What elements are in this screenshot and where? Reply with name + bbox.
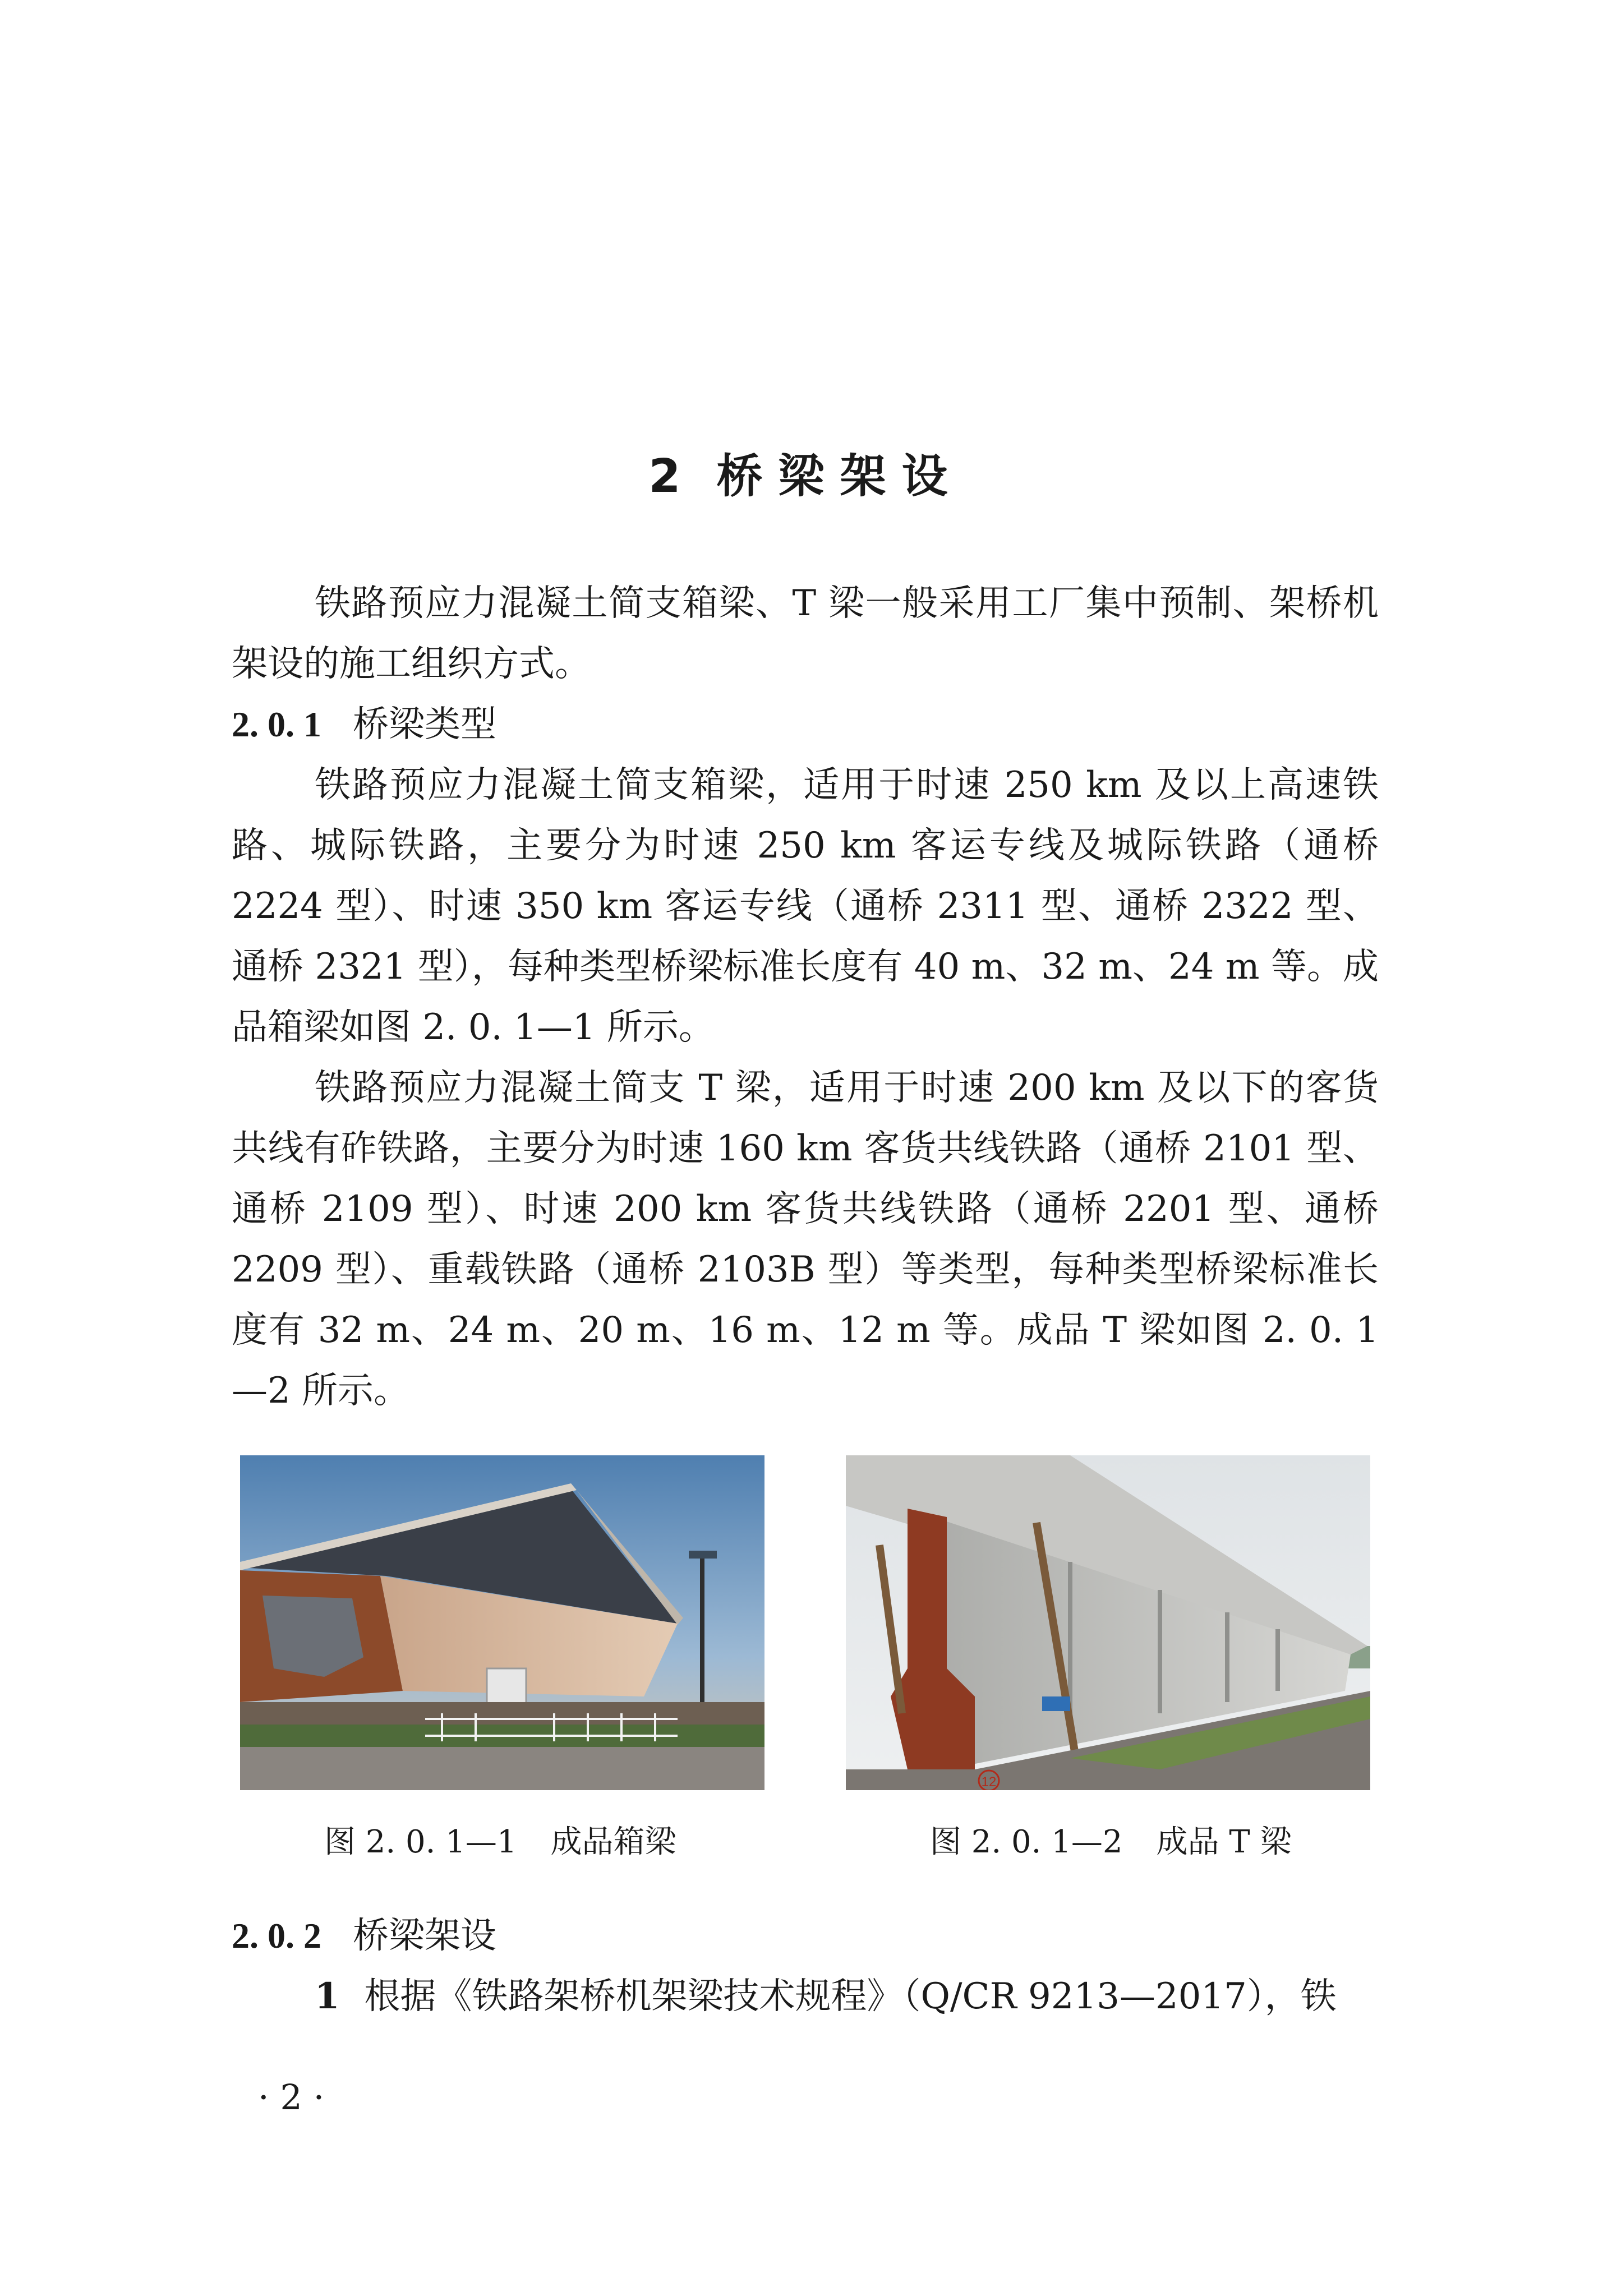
- section-title: 桥梁类型: [353, 704, 496, 744]
- chapter-title-text: 桥梁架设: [716, 450, 964, 503]
- item-text: 根据《铁路架桥机架梁技术规程》（Q/CR 9213—2017），铁: [364, 1976, 1337, 2017]
- figure-caption-2: [930, 1823, 1291, 1862]
- item-number: 1: [315, 1975, 340, 2017]
- section-title: 桥梁架设: [353, 1916, 496, 1956]
- figure-caption-1: [324, 1823, 676, 1862]
- figure-caption-text: 成品箱梁: [550, 1824, 676, 1860]
- chapter-number: 2: [648, 450, 697, 503]
- intro-paragraph: 铁路预应力混凝土简支箱梁、T 梁一般采用工厂集中预制、架桥机架设的施工组织方式。: [232, 583, 1379, 685]
- body-text-lower: [232, 1906, 1379, 2027]
- item-1: [232, 1966, 1379, 2027]
- photo-mark-12: 12: [981, 1774, 997, 1790]
- body-text-upper: [232, 573, 1379, 1421]
- chapter-title: [0, 449, 1612, 505]
- figure-number: 图 2. 0. 1—1: [324, 1824, 517, 1860]
- paragraph-box-girder: 铁路预应力混凝土简支箱梁，适用于时速 250 km 及以上高速铁路、城际铁路，主要分为时速 250 km 客运专线及城际铁路（通桥 2224 型）、时速 350 km 客运专线（通桥 2311 型、通桥 2322 型、通桥 2321 型），每种类型桥梁标准长度有 40 m、32 m、24 m 等。成品箱梁如图 2. 0. 1—1 所示。: [232, 764, 1379, 1048]
- section-heading-2-0-2: [232, 1906, 1379, 1966]
- section-number: 2. 0. 1: [232, 704, 321, 744]
- page-number: · 2 ·: [258, 2077, 325, 2118]
- section-number: 2. 0. 2: [232, 1916, 321, 1956]
- box-girder-photo: [240, 1455, 764, 1790]
- t-girder-photo: [846, 1455, 1370, 1790]
- figure-number: 图 2. 0. 1—2: [930, 1824, 1123, 1860]
- paragraph-t-girder: 铁路预应力混凝土简支 T 梁，适用于时速 200 km 及以下的客货共线有砟铁路，主要分为时速 160 km 客货共线铁路（通桥 2101 型、通桥 2109 型）、时速 200 km 客货共线铁路（通桥 2201 型、通桥 2209 型）、重载铁路（通桥 2103B 型）等类型，每种类型桥梁标准长度有 32 m、24 m、20 m、16 m、12 m 等。成品 T 梁如图 2. 0. 1—2 所示。: [232, 1067, 1379, 1412]
- figure-caption-text: 成品 T 梁: [1156, 1824, 1292, 1860]
- section-heading-2-0-1: [232, 694, 1379, 755]
